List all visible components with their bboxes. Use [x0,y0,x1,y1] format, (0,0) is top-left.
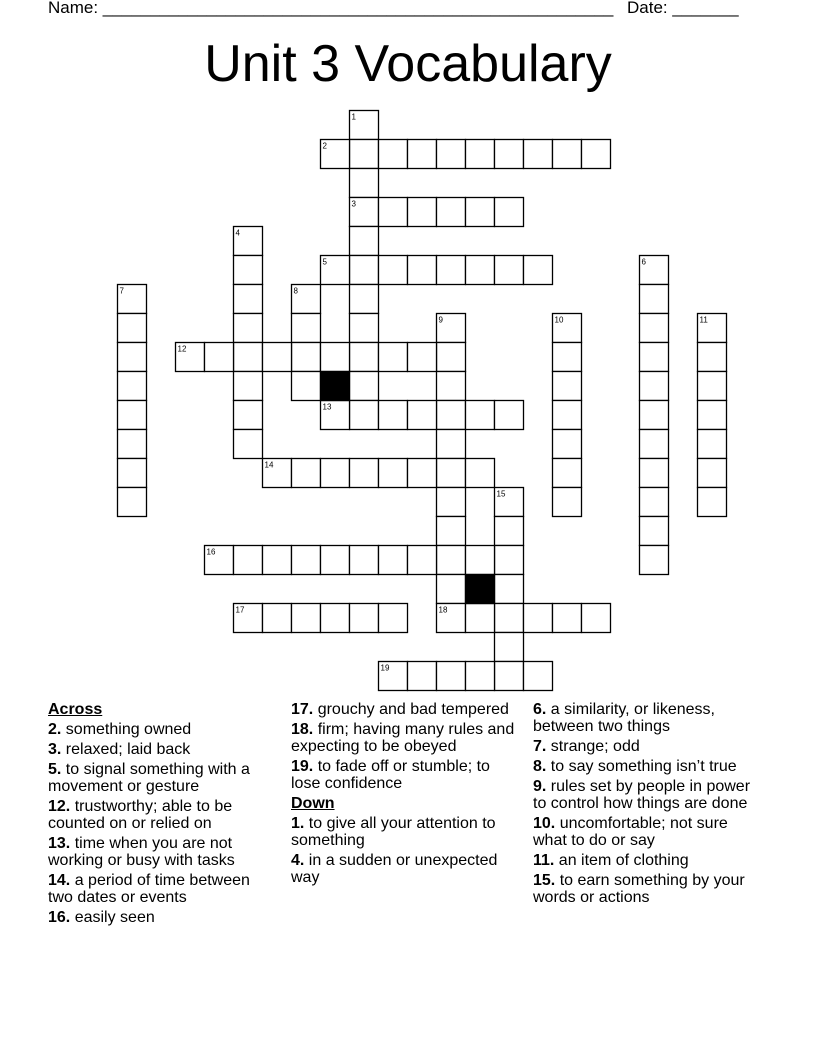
grid-cell[interactable] [524,662,553,691]
clue-number-14: 14 [264,460,274,470]
grid-cell[interactable] [408,256,437,285]
grid-cell[interactable] [234,372,263,401]
clue-text: firm; having many rules and expecting to be obeyed [291,721,515,755]
grid-cell[interactable] [698,343,727,372]
grid-cell[interactable] [408,459,437,488]
clue-number: 2. [48,721,62,738]
grid-cell[interactable] [466,459,495,488]
grid-cell[interactable] [408,401,437,430]
clue-text: strange; odd [546,738,640,755]
name-field-label: Name: ______________________________________________________ [48,0,614,17]
grid-cell[interactable] [350,256,379,285]
grid-cell[interactable] [553,343,582,372]
clue-text: rules set by people in power to control how things are done [533,778,751,812]
grid-cell[interactable] [234,546,263,575]
clue-text: a similarity, or likeness, between two things [533,701,715,735]
clue-number-8: 8 [293,286,298,296]
grid-cell[interactable] [640,401,669,430]
grid-cell[interactable] [698,488,727,517]
grid-cell[interactable] [263,604,292,633]
grid-cell[interactable] [118,401,147,430]
grid-cell[interactable] [350,343,379,372]
grid-cell[interactable] [118,430,147,459]
clue-number: 8. [533,758,547,775]
grid-cell[interactable] [292,546,321,575]
grid-cell[interactable] [466,198,495,227]
grid-cell[interactable] [379,401,408,430]
date-field-label: Date: _______ [627,0,739,17]
clue-number-10: 10 [554,315,564,325]
grid-cell[interactable] [495,575,524,604]
grid-cell[interactable] [321,604,350,633]
grid-cell[interactable] [118,372,147,401]
clue-text: to fade off or stumble; to lose confidence [291,758,490,792]
clue-number: 5. [48,761,62,778]
clue-text: a period of time between two dates or events [48,872,250,906]
grid-cell[interactable] [466,256,495,285]
clues-column-1 [48,701,278,929]
grid-cell[interactable] [234,430,263,459]
clue-item [533,852,763,869]
clue-number: 7. [533,738,547,755]
grid-cell[interactable] [118,459,147,488]
clue-text: to earn something by your words or actions [533,872,745,906]
grid-cell[interactable] [495,633,524,662]
grid-cell[interactable] [234,285,263,314]
clue-number: 9. [533,778,547,795]
grid-cell[interactable] [640,430,669,459]
grid-cell[interactable] [524,256,553,285]
grid-cell[interactable] [292,372,321,401]
clue-number-12: 12 [177,344,187,354]
grid-cell[interactable] [379,198,408,227]
grid-cell[interactable] [553,430,582,459]
grid-cell[interactable] [263,546,292,575]
grid-cell[interactable] [553,372,582,401]
grid-cell[interactable] [292,459,321,488]
grid-cell[interactable] [582,604,611,633]
clue-text: to signal something with a movement or gesture [48,761,250,795]
grid-cell[interactable] [495,198,524,227]
grid-cell[interactable] [263,343,292,372]
clue-number-3: 3 [351,199,356,209]
clue-number-4: 4 [235,228,240,238]
clue-number: 16. [48,909,71,926]
clues-column-2 [291,701,519,889]
clue-section-heading: Across [48,701,103,718]
clue-number-9: 9 [438,315,443,325]
grid-cell[interactable] [118,314,147,343]
clue-number: 17. [291,701,314,718]
grid-cell[interactable] [698,459,727,488]
clue-text: easily seen [70,909,155,926]
grid-cell[interactable] [495,604,524,633]
grid-cell[interactable] [437,372,466,401]
grid-cell[interactable] [640,459,669,488]
grid-cell[interactable] [205,343,234,372]
black-cell [321,372,350,401]
grid-cell[interactable] [640,285,669,314]
grid-cell[interactable] [408,140,437,169]
clue-section-heading: Down [291,795,335,812]
clue-number: 11. [533,852,555,869]
clue-number-13: 13 [322,402,332,412]
grid-cell[interactable] [553,488,582,517]
grid-cell[interactable] [553,401,582,430]
grid-cell[interactable] [350,169,379,198]
grid-cell[interactable] [234,401,263,430]
clue-text: to give all your attention to something [291,815,496,849]
clue-item [533,872,763,906]
clue-item [291,701,519,718]
grid-cell[interactable] [640,546,669,575]
clue-number-15: 15 [496,489,506,499]
grid-cell[interactable] [234,314,263,343]
grid-cell[interactable] [321,459,350,488]
clue-number: 13. [48,835,71,852]
grid-cell[interactable] [408,662,437,691]
grid-cell[interactable] [437,662,466,691]
clue-number: 3. [48,741,62,758]
grid-cell[interactable] [350,140,379,169]
grid-cell[interactable] [495,256,524,285]
grid-cell[interactable] [321,343,350,372]
grid-cell[interactable] [379,459,408,488]
grid-cell[interactable] [437,343,466,372]
grid-cell[interactable] [582,140,611,169]
clue-item [48,721,278,738]
grid-cell[interactable] [350,401,379,430]
clues-column-3 [533,701,763,909]
grid-cell[interactable] [321,546,350,575]
grid-cell[interactable] [350,227,379,256]
clue-item [48,872,278,906]
grid-cell[interactable] [350,604,379,633]
grid-cell[interactable] [379,140,408,169]
grid-cell[interactable] [292,604,321,633]
grid-cell[interactable] [640,372,669,401]
grid-cell[interactable] [350,372,379,401]
grid-cell[interactable] [350,546,379,575]
clue-text: an item of clothing [554,852,689,869]
grid-cell[interactable] [408,343,437,372]
grid-cell[interactable] [350,314,379,343]
grid-cell[interactable] [437,430,466,459]
clue-number: 4. [291,852,305,869]
grid-cell[interactable] [437,459,466,488]
clue-text: uncomfortable; not sure what to do or say [533,815,728,849]
grid-cell[interactable] [524,604,553,633]
grid-cell[interactable] [118,343,147,372]
clue-number-17: 17 [235,605,245,615]
clue-number: 6. [533,701,547,718]
grid-cell[interactable] [234,256,263,285]
grid-cell[interactable] [437,401,466,430]
grid-cell[interactable] [234,343,263,372]
clue-text: trustworthy; able to be counted on or relied on [48,798,233,832]
grid-cell[interactable] [466,546,495,575]
grid-cell[interactable] [495,140,524,169]
grid-cell[interactable] [437,488,466,517]
grid-cell[interactable] [553,459,582,488]
grid-cell[interactable] [495,662,524,691]
clue-number: 10. [533,815,556,832]
grid-cell[interactable] [640,314,669,343]
clue-text: to say something isn’t true [546,758,737,775]
clue-item [533,778,763,812]
page-title: Unit 3 Vocabulary [204,35,612,93]
grid-cell[interactable] [379,546,408,575]
clue-item [533,701,763,735]
clue-item [533,758,763,775]
clue-number-1: 1 [351,112,356,122]
clue-item [291,721,519,755]
grid-cell[interactable] [466,401,495,430]
clue-item [533,815,763,849]
grid-cell[interactable] [466,604,495,633]
grid-cell[interactable] [292,314,321,343]
grid-cell[interactable] [118,488,147,517]
grid-cell[interactable] [640,488,669,517]
clue-item [48,741,278,758]
clue-text: relaxed; laid back [61,741,191,758]
grid-cell[interactable] [698,372,727,401]
grid-cell[interactable] [437,575,466,604]
grid-cell[interactable] [553,604,582,633]
clue-item [291,815,519,849]
clue-text: in a sudden or unexpected way [291,852,498,886]
grid-cell[interactable] [495,546,524,575]
clue-number-16: 16 [206,547,216,557]
clue-item [291,852,519,886]
grid-cell[interactable] [379,256,408,285]
clue-number: 15. [533,872,556,889]
grid-cell[interactable] [640,343,669,372]
clue-number: 1. [291,815,305,832]
grid-cell[interactable] [379,343,408,372]
clue-number-6: 6 [641,257,646,267]
clue-number: 18. [291,721,314,738]
grid-cell[interactable] [466,662,495,691]
grid-cell[interactable] [408,546,437,575]
clue-number-7: 7 [119,286,124,296]
grid-cell[interactable] [379,604,408,633]
clue-number-19: 19 [380,663,390,673]
grid-cell[interactable] [495,401,524,430]
grid-cell[interactable] [350,459,379,488]
grid-cell[interactable] [408,198,437,227]
clue-number: 12. [48,798,71,815]
grid-cell[interactable] [698,401,727,430]
clue-item [48,909,278,926]
grid-cell[interactable] [437,198,466,227]
clue-text: something owned [61,721,192,738]
black-cell [466,575,495,604]
clue-number-2: 2 [322,141,327,151]
clue-number: 19. [291,758,314,775]
grid-cell[interactable] [437,140,466,169]
clue-number: 14. [48,872,71,889]
grid-cell[interactable] [437,517,466,546]
grid-cell[interactable] [698,430,727,459]
clue-item [48,835,278,869]
grid-cell[interactable] [524,140,553,169]
clue-number-5: 5 [322,257,327,267]
clue-text: time when you are not working or busy with tasks [48,835,235,869]
clue-number-18: 18 [438,605,448,615]
clue-item [48,798,278,832]
grid-cell[interactable] [495,517,524,546]
grid-cell[interactable] [466,140,495,169]
grid-cell[interactable] [553,140,582,169]
grid-cell[interactable] [292,343,321,372]
grid-cell[interactable] [640,517,669,546]
grid-cell[interactable] [437,256,466,285]
clue-number-11: 11 [699,315,708,325]
clue-item [48,761,278,795]
grid-cell[interactable] [350,285,379,314]
clue-item [291,758,519,792]
clue-text: grouchy and bad tempered [313,701,509,718]
grid-cell[interactable] [437,546,466,575]
clue-item [533,738,763,755]
